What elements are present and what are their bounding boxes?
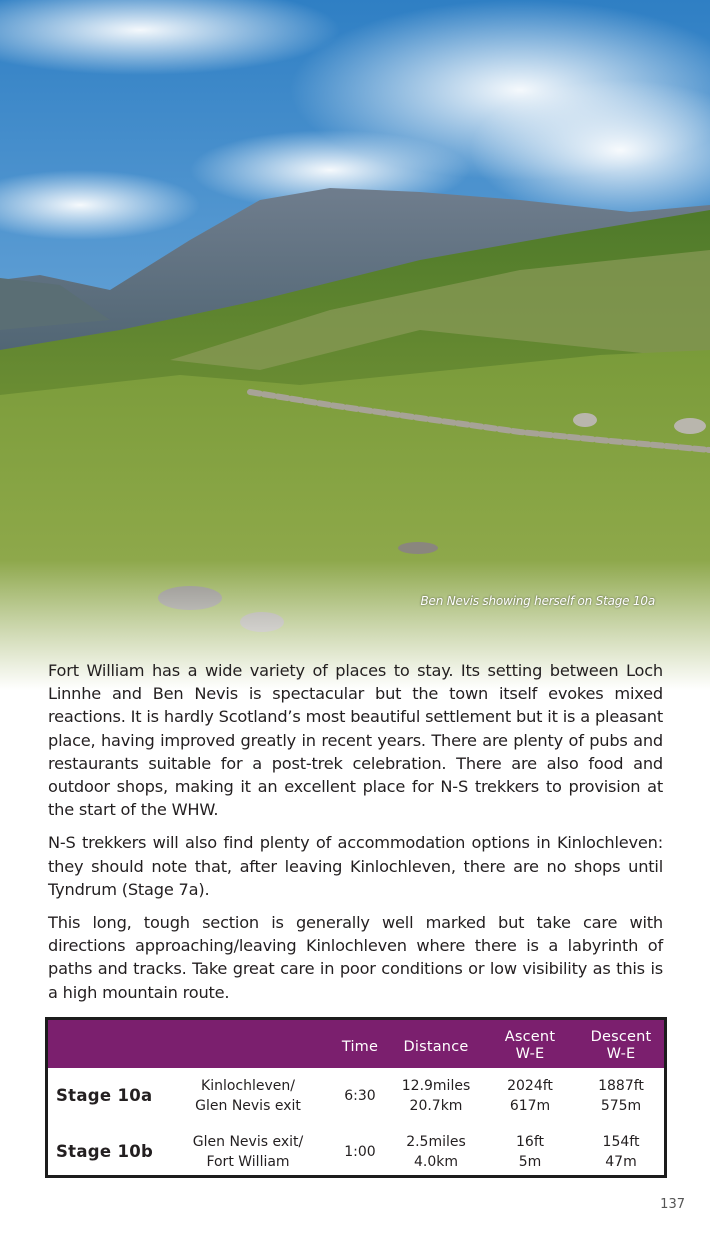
route-from: Kinlochleven/ <box>201 1078 295 1094</box>
ascent-ft: 16ft <box>516 1134 544 1150</box>
paragraph-fort-william: Fort William has a wide variety of places to stay. Its setting between Loch Linnhe and Ben Nevis is spectacular but the town itself evokes mixed reactions. It is hardly Scotland’s most beautiful settlement but it is a pleasant place, having improved greatly in recent years. There are plenty of pubs and restaurants suitable for a post-trek celebration. There are also food and outdoor shops, making it an excellent place for N-S trekkers to provision at the start of the WHW. <box>48 661 663 820</box>
time-cell: 1:00 <box>344 1144 376 1160</box>
time-cell: 6:30 <box>344 1088 376 1104</box>
distance-cell <box>393 1076 479 1116</box>
ascent-cell <box>490 1132 570 1172</box>
table-row <box>48 1070 664 1126</box>
header-descent <box>580 1029 662 1063</box>
header-descent-line2: W-E <box>606 1046 636 1062</box>
ascent-ft: 2024ft <box>507 1078 553 1094</box>
distance-miles: 2.5miles <box>406 1134 466 1150</box>
photo-caption: Ben Nevis showing herself on Stage 10a <box>420 594 655 608</box>
route-cell <box>178 1076 318 1116</box>
header-descent-line1: Descent <box>590 1029 652 1045</box>
descent-cell <box>580 1076 662 1116</box>
ascent-cell <box>490 1076 570 1116</box>
descent-cell <box>580 1132 662 1172</box>
paragraph-route-warning: This long, tough section is generally well marked but take care with directions approaching/leaving Kinlochleven where there is a labyrinth of paths and tracks. Take great care in poor conditions or low visibility as this is a high mountain route. <box>48 913 663 1002</box>
stage-label: Stage 10b <box>56 1142 154 1161</box>
header-distance: Distance <box>403 1039 469 1055</box>
header-ascent-line2: W-E <box>515 1046 545 1062</box>
body-text <box>48 659 663 1014</box>
descent-ft: 154ft <box>602 1134 640 1150</box>
route-cell <box>178 1132 318 1172</box>
descent-ft: 1887ft <box>598 1078 644 1094</box>
header-time: Time <box>341 1039 379 1055</box>
ascent-m: 617m <box>509 1098 551 1114</box>
distance-cell <box>393 1132 479 1172</box>
header-ascent <box>492 1029 568 1063</box>
route-to: Fort William <box>206 1154 290 1170</box>
page-number: 137 <box>660 1197 685 1212</box>
route-to: Glen Nevis exit <box>195 1098 301 1114</box>
descent-m: 47m <box>605 1154 637 1170</box>
header-ascent-line1: Ascent <box>504 1029 556 1045</box>
table-header <box>48 1020 664 1068</box>
distance-miles: 12.9miles <box>401 1078 471 1094</box>
table-row <box>48 1126 664 1182</box>
route-from: Glen Nevis exit/ <box>192 1134 304 1150</box>
descent-m: 575m <box>600 1098 642 1114</box>
distance-km: 4.0km <box>413 1154 458 1170</box>
stage-label: Stage 10a <box>56 1086 153 1105</box>
ascent-m: 5m <box>518 1154 542 1170</box>
paragraph-kinlochleven: N-S trekkers will also find plenty of accommodation options in Kinlochleven: they should note that, after leaving Kinlochleven, there are no shops until Tyndrum (Stage 7a). <box>48 833 663 899</box>
stage-table <box>45 1017 667 1178</box>
distance-km: 20.7km <box>409 1098 463 1114</box>
